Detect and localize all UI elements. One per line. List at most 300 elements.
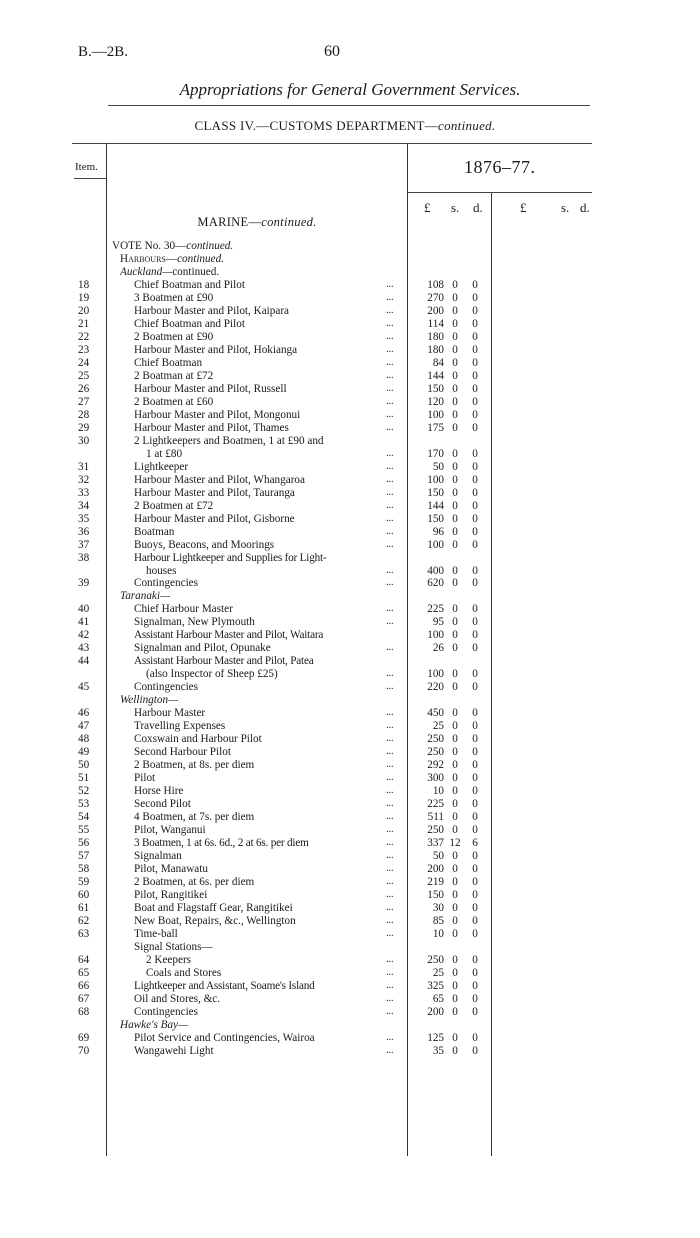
fiscal-year: 1876–77. [464,157,536,177]
amount-shillings: 0 [452,850,458,863]
table-row [0,253,700,266]
item-description: 2 Boatmen, at 6s. per diem [134,876,255,889]
leader-dots: ... [386,668,394,680]
amount-shillings: 0 [452,642,458,655]
item-number: 23 [78,343,90,356]
item-description: Buoys, Beacons, and Moorings [134,538,275,551]
item-number: 36 [78,525,90,538]
table-row [0,279,700,292]
table-row [0,461,700,474]
item-description: 2 Boatmen at £60 [134,395,214,408]
item-number: 53 [78,798,90,811]
item-number: 27 [78,395,90,408]
table-row [0,954,700,967]
item-head-underline [74,178,106,179]
table-row [0,642,700,655]
amount-shillings: 0 [452,343,458,356]
amount-shillings: 0 [452,798,458,811]
amount-shillings: 0 [452,486,458,499]
amount-shillings: 0 [452,733,458,746]
item-description: Assistant Harbour Master and Pilot, Waitara [134,629,324,642]
leader-dots: ... [386,863,394,875]
amount-pounds: 25 [432,720,444,733]
item-description: Contingencies [134,577,199,590]
table-row [0,772,700,785]
amount-pence: 0 [472,564,478,577]
class-title-continued: continued. [438,118,496,133]
amount-pounds: 100 [427,408,444,421]
amount-shillings: 0 [452,512,458,525]
table-row [0,863,700,876]
item-number: 69 [78,1031,90,1044]
item-description: Harbour Master and Pilot, Kaipara [134,304,290,317]
item-number: 68 [78,1005,90,1018]
amount-pence: 0 [472,577,478,590]
item-number: 28 [78,408,90,421]
item-description: Hawke's Bay— [120,1018,188,1031]
amount-shillings: 0 [452,616,458,629]
leader-dots: ... [386,291,394,303]
item-number: 39 [78,577,90,590]
item-number: 29 [78,421,90,434]
leader-dots: ... [386,616,394,628]
amount-shillings: 0 [452,356,458,369]
item-description: Coxswain and Harbour Pilot [134,733,262,746]
item-number: 56 [78,837,90,850]
item-description: Oil and Stores, &c. [134,992,221,1005]
amount-shillings: 0 [452,772,458,785]
item-number: 38 [78,551,90,564]
table-row [0,902,700,915]
amount-shillings: 0 [452,1005,458,1018]
amount-shillings: 0 [452,408,458,421]
item-description: Second Harbour Pilot [134,746,231,759]
item-description: Pilot, Manawatu [134,863,208,876]
amount-shillings: 0 [452,499,458,512]
amount-pounds: 144 [427,499,444,512]
amount-shillings: 0 [452,668,458,681]
item-number: 66 [78,979,90,992]
item-number: 52 [78,785,90,798]
leader-dots: ... [386,837,394,849]
item-column-header: Item. [75,161,98,173]
amount-shillings: 0 [452,889,458,901]
pound-header: £ [424,200,431,215]
amount-pounds: 108 [427,278,444,291]
amount-pounds: 150 [427,382,444,395]
amount-pence: 0 [472,525,478,538]
amount-shillings: 12 [449,837,461,850]
leader-dots: ... [386,901,394,913]
item-number: 51 [78,772,90,785]
item-number: 37 [78,538,90,551]
item-number: 24 [78,356,90,369]
amount-pounds: 85 [432,914,444,927]
leader-dots: ... [386,460,394,472]
table-row [0,409,700,422]
item-description: 3 Boatmen, 1 at 6s. 6d., 2 at 6s. per diem [134,837,309,850]
amount-pence: 0 [472,460,478,473]
item-number: 25 [78,369,90,382]
table-row [0,1006,700,1019]
leader-dots: ... [386,681,394,693]
shilling-header-2: s. [561,200,570,215]
item-number: 49 [78,746,90,759]
leader-dots: ... [386,1044,394,1056]
amount-pence: 0 [472,499,478,512]
amount-pounds: 114 [427,317,444,330]
item-description: Pilot, Wanganui [134,824,206,837]
item-number: 50 [78,759,90,772]
item-description: 2 Keepers [146,953,192,966]
amount-pence: 0 [472,798,478,811]
item-description: Time-ball [134,927,178,940]
amount-pounds: 450 [427,707,444,720]
leader-dots: ... [386,733,394,745]
leader-dots: ... [386,966,394,978]
table-row [0,928,700,941]
amount-shillings: 0 [452,966,458,979]
item-description: (also Inspector of Sheep £25) [146,668,278,681]
leader-dots: ... [386,914,394,926]
table-row [0,448,700,461]
leader-dots: ... [386,538,394,550]
amount-shillings: 0 [452,824,458,837]
table-row [0,513,700,526]
amount-pence: 0 [472,512,478,525]
class-title [0,118,690,134]
table-row [0,876,700,889]
table-row [0,811,700,824]
amount-pence: 0 [472,330,478,343]
amount-pence: 0 [472,953,478,966]
leader-dots: ... [386,473,394,485]
amount-shillings: 0 [452,759,458,772]
amount-pounds: 144 [427,369,444,382]
item-number: 55 [78,824,90,837]
amount-pence: 0 [472,473,478,486]
leader-dots: ... [386,395,394,407]
item-description: Harbour Lightkeeper and Supplies for Light- [134,551,327,564]
item-number: 57 [78,850,90,863]
table-row [0,422,700,435]
table-row [0,993,700,1006]
amount-pence: 0 [472,681,478,694]
table-row [0,240,700,253]
item-number: 54 [78,811,90,824]
class-title-main: CLASS IV.—CUSTOMS DEPARTMENT— [194,118,439,133]
amount-pounds: 26 [432,642,444,655]
item-description: Harbour Master and Pilot, Whangaroa [134,473,305,486]
item-description: 2 Boatmen, at 8s. per diem [134,759,255,772]
table-row [0,1019,700,1032]
amount-pounds: 300 [427,772,444,785]
amount-pence: 0 [472,889,478,901]
item-number: 22 [78,330,90,343]
amount-shillings: 0 [452,304,458,317]
leader-dots: ... [386,525,394,537]
amount-shillings: 0 [452,525,458,538]
amount-pence: 0 [472,642,478,655]
table-row [0,707,700,720]
leader-dots: ... [386,603,394,615]
amount-pounds: 400 [427,564,444,577]
item-number: 63 [78,927,90,940]
amount-pence: 0 [472,992,478,1005]
table-row [0,331,700,344]
item-number: 60 [78,889,90,901]
item-number: 59 [78,876,90,889]
amount-shillings: 0 [452,447,458,460]
table-top-rule [72,143,592,144]
amount-pence: 0 [472,668,478,681]
leader-dots: ... [386,979,394,991]
amount-pence: 0 [472,707,478,720]
leader-dots: ... [386,343,394,355]
amount-pence: 0 [472,901,478,914]
amount-pence: 0 [472,914,478,927]
table-row [0,616,700,629]
item-number: 46 [78,707,90,720]
item-description: 1 at £80 [146,447,183,460]
amount-pence: 0 [472,616,478,629]
amount-pounds: 620 [427,577,444,590]
leader-dots: ... [386,811,394,823]
amount-pounds: 220 [427,681,444,694]
amount-shillings: 0 [452,330,458,343]
table-row [0,629,700,642]
amount-pence: 0 [472,1031,478,1044]
item-number: 62 [78,914,90,927]
item-number: 65 [78,966,90,979]
item-number: 33 [78,486,90,499]
amount-pence: 0 [472,979,478,992]
leader-dots: ... [386,408,394,420]
amount-pounds: 219 [427,876,444,889]
leader-dots: ... [386,720,394,732]
leader-dots: ... [386,1005,394,1017]
amount-pounds: 200 [427,863,444,876]
item-description: Lightkeeper and Assistant, Soame's Island [134,979,315,992]
amount-shillings: 0 [452,603,458,616]
amount-pence: 0 [472,408,478,421]
amount-pence: 0 [472,304,478,317]
amount-shillings: 0 [452,278,458,291]
leader-dots: ... [386,421,394,433]
item-description: Pilot Service and Contingencies, Wairoa [134,1031,315,1044]
table-row [0,980,700,993]
amount-pounds: 180 [427,343,444,356]
pound-header-2: £ [520,200,527,215]
table-row [0,720,700,733]
amount-shillings: 0 [452,863,458,876]
amount-pence: 0 [472,1044,478,1057]
item-description: Harbour Master and Pilot, Tauranga [134,486,295,499]
amount-pence: 0 [472,927,478,940]
amount-pounds: 292 [427,759,444,772]
item-description: Horse Hire [134,785,184,798]
amount-shillings: 0 [452,577,458,590]
leader-dots: ... [386,382,394,394]
section-continued: continued. [261,215,317,229]
item-description: Harbour Master [134,707,206,720]
item-description: houses [146,564,177,577]
amount-pounds: 10 [432,785,444,798]
leader-dots: ... [386,512,394,524]
amount-pounds: 250 [427,746,444,759]
amount-pounds: 100 [427,668,444,681]
leader-dots: ... [386,304,394,316]
amount-pence: 0 [472,291,478,304]
amount-pence: 0 [472,811,478,824]
amount-pounds: 200 [427,1005,444,1018]
item-number: 35 [78,512,90,525]
item-description: Chief Boatman [134,356,203,369]
amount-pounds: 337 [427,837,444,850]
amount-pence: 0 [472,746,478,759]
amount-pounds: 30 [432,901,444,914]
item-number: 18 [78,278,90,291]
table-row [0,266,700,279]
item-number: 70 [78,1044,90,1057]
table-row [0,668,700,681]
amount-pence: 0 [472,863,478,876]
amount-shillings: 0 [452,876,458,889]
document-reference: B.—2B. [78,44,129,60]
table-row [0,1045,700,1058]
table-row [0,565,700,578]
amount-pounds: 100 [427,538,444,551]
title-rule [108,105,590,106]
leader-dots: ... [386,707,394,719]
leader-dots: ... [386,798,394,810]
table-row [0,824,700,837]
item-number: 47 [78,720,90,733]
amount-pounds: 225 [427,798,444,811]
item-description: Signalman and Pilot, Opunake [134,642,271,655]
leader-dots: ... [386,564,394,576]
amount-pounds: 270 [427,291,444,304]
amount-pounds: 10 [432,927,444,940]
amount-shillings: 0 [452,564,458,577]
amount-pence: 0 [472,278,478,291]
table-row [0,941,700,954]
leader-dots: ... [386,278,394,290]
item-number: 31 [78,460,90,473]
leader-dots: ... [386,1031,394,1043]
item-number: 48 [78,733,90,746]
table-row [0,577,700,590]
item-number: 19 [78,291,90,304]
amount-shillings: 0 [452,901,458,914]
leader-dots: ... [386,772,394,784]
item-description: Chief Boatman and Pilot [134,317,245,330]
item-number: 43 [78,642,90,655]
amount-shillings: 0 [452,460,458,473]
amount-shillings: 0 [452,992,458,1005]
amount-pounds: 200 [427,304,444,317]
item-description: 3 Boatmen at £90 [134,291,214,304]
amount-pounds: 225 [427,603,444,616]
table-row [0,1032,700,1045]
item-description: Assistant Harbour Master and Pilot, Patea [134,655,314,668]
item-description: Coals and Stores [146,966,222,979]
amount-pence: 0 [472,343,478,356]
item-description: Boat and Flagstaff Gear, Rangitikei [134,901,293,914]
leader-dots: ... [386,577,394,589]
amount-pence: 0 [472,486,478,499]
item-description: Harbour Master and Pilot, Gisborne [134,512,295,525]
item-description: Signalman [134,850,182,863]
table-row [0,590,700,603]
item-description: Travelling Expenses [134,720,226,733]
leader-dots: ... [386,927,394,939]
amount-pounds: 250 [427,733,444,746]
leader-dots: ... [386,992,394,1004]
item-number: 64 [78,953,90,966]
pence-header-2: d. [580,200,590,215]
pence-header: d. [473,200,483,215]
item-description: Chief Harbour Master [134,603,233,616]
section-heading [112,215,402,230]
amount-shillings: 0 [452,629,458,642]
amount-shillings: 0 [452,720,458,733]
leader-dots: ... [386,850,394,862]
item-number: 58 [78,863,90,876]
table-row [0,733,700,746]
amount-pence: 0 [472,759,478,772]
amount-pence: 0 [472,772,478,785]
item-description: VOTE No. 30—continued. [112,240,234,252]
table-row [0,915,700,928]
amount-pence: 0 [472,824,478,837]
amount-shillings: 0 [452,317,458,330]
page-title: Appropriations for General Government Services. [179,80,521,99]
leader-dots: ... [386,447,394,459]
amount-pence: 0 [472,850,478,863]
table-row [0,318,700,331]
table-row [0,435,700,448]
table-row [0,357,700,370]
amount-pounds: 84 [432,356,444,369]
amount-pounds: 50 [432,850,444,863]
amount-pounds: 125 [427,1031,444,1044]
amount-shillings: 0 [452,914,458,927]
amount-shillings: 0 [452,979,458,992]
table-row [0,539,700,552]
table-row [0,798,700,811]
item-description: Harbour Master and Pilot, Hokianga [134,343,298,356]
amount-pounds: 50 [432,460,444,473]
item-description: Chief Boatman and Pilot [134,278,245,291]
amount-shillings: 0 [452,785,458,798]
amount-pounds: 35 [432,1044,444,1057]
table-row [0,305,700,318]
item-number: 34 [78,499,90,512]
item-description: Signalman, New Plymouth [134,616,255,629]
amount-pence: 0 [472,733,478,746]
amount-pence: 0 [472,720,478,733]
item-description: 2 Boatmen at £72 [134,499,214,512]
leader-dots: ... [386,356,394,368]
table-row [0,474,700,487]
item-description: Wangawehi Light [134,1044,214,1057]
item-description: Taranaki— [120,590,170,603]
shilling-header: s. [451,200,460,215]
item-description: Auckland—continued. [120,265,220,278]
table-row [0,500,700,513]
amount-pence: 0 [472,369,478,382]
